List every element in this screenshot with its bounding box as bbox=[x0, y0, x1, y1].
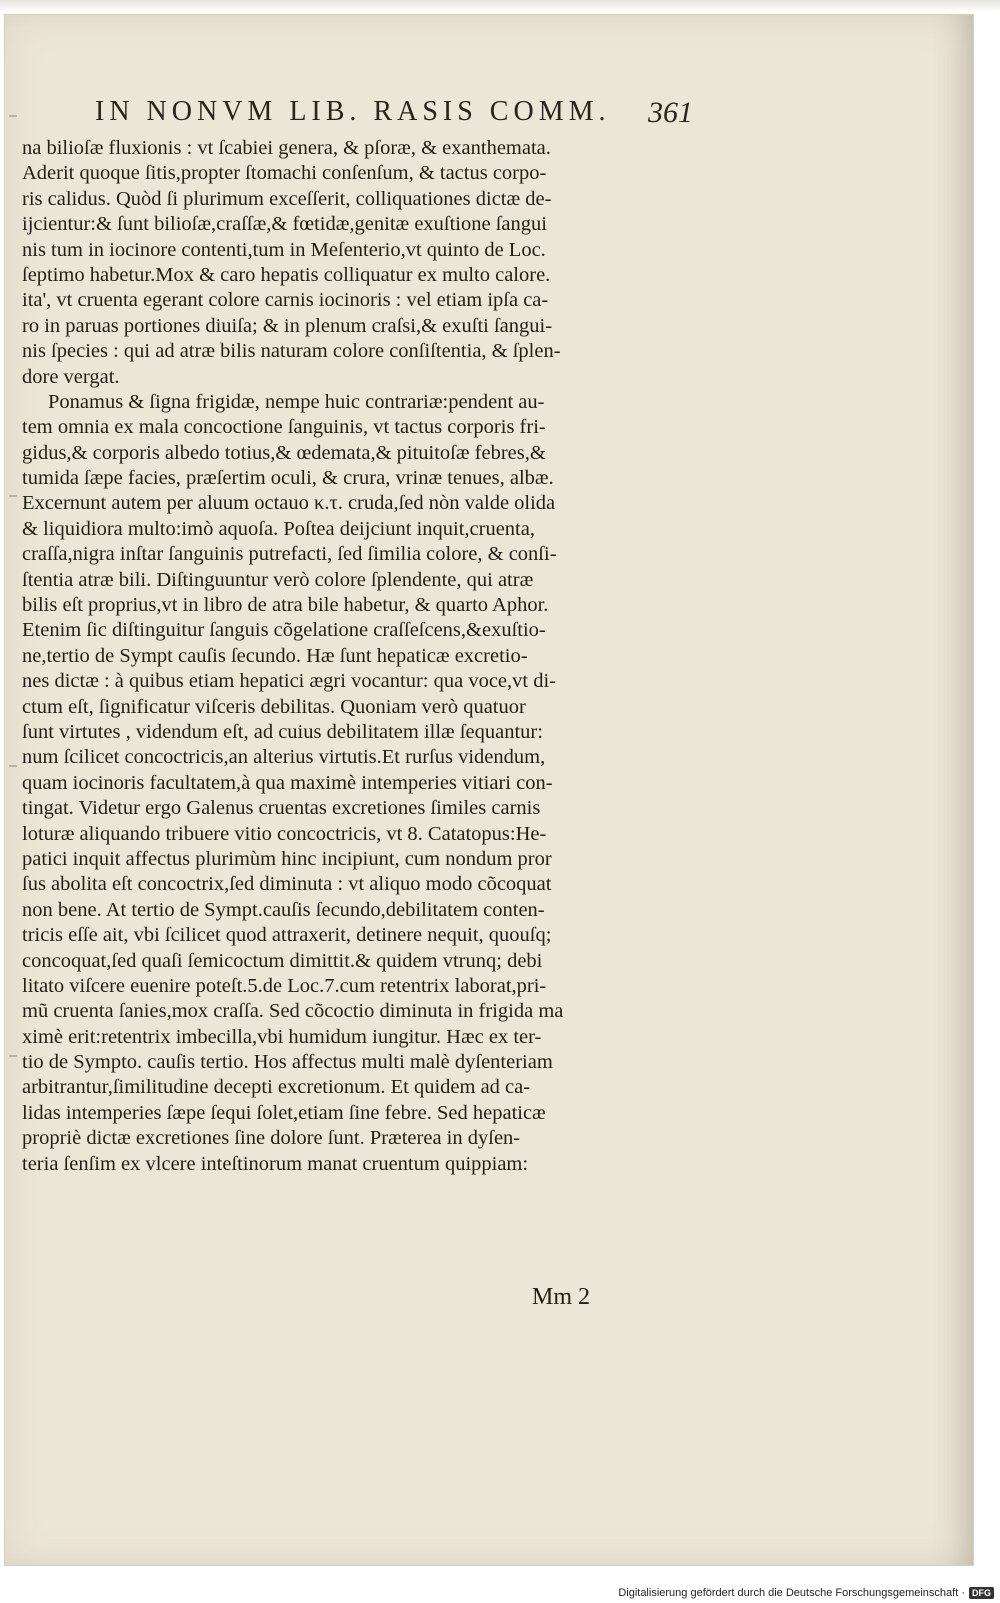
text-line: ita', vt cruenta egerant colore carnis iocinoris : vel etiam ipſa ca- bbox=[22, 289, 549, 312]
text-line: Aderit quoque ſitis,propter ſtomachi conſenſum, & tactus corpo- bbox=[22, 162, 547, 185]
text-line: ctum eſt, ſignificatur viſceris debilitas. Quoniam verò quatuor bbox=[22, 695, 526, 718]
text-line: lidas intemperies ſæpe ſequi ſolet,etiam ſine febre. Sed hepaticæ bbox=[22, 1101, 546, 1124]
text-line: dore vergat. bbox=[22, 365, 120, 388]
text-line: patici inquit affectus plurimùm hinc incipiunt, cum nondum pror bbox=[22, 847, 552, 870]
text-line: litato viſcere euenire poteſt.5.de Loc.7.cum retentrix laborat,pri- bbox=[22, 974, 547, 997]
digitization-footer bbox=[618, 1587, 994, 1599]
text-line: Ponamus & ſigna frigidæ, nempe huic contrariæ:pendent au- bbox=[48, 390, 545, 413]
text-line: craſſa,nigra inſtar ſanguinis putrefacti, ſed ſimilia colore, & conſi- bbox=[22, 543, 557, 566]
text-line: na bilioſæ fluxionis : vt ſcabiei genera, & pſoræ, & exanthemata. bbox=[22, 137, 551, 159]
text-line: tio de Sympto. cauſis tertio. Hos affectus multi malè dyſenteriam bbox=[22, 1051, 553, 1074]
running-head: IN NONVM LIB. RASIS COMM. bbox=[95, 96, 611, 127]
gutter-marks bbox=[9, 75, 23, 1475]
dfg-logo-icon: DFG bbox=[969, 1587, 994, 1599]
text-line: ſeptimo habetur.Mox & caro hepatis colliquatur ex multo calore. bbox=[22, 263, 551, 286]
text-line: ſus abolita eſt concoctrix,ſed diminuta : vt aliquo modo cõcoquat bbox=[22, 873, 552, 896]
text-line: tingat. Videtur ergo Galenus cruentas excretiones ſimiles carnis bbox=[22, 797, 541, 820]
scan-edge bbox=[0, 0, 1000, 12]
text-line: num ſcilicet concoctricis,an alterius virtutis.Et rurſus videndum, bbox=[22, 746, 546, 769]
text-line: teria ſenſim ex vlcere inteſtinorum manat cruentum quippiam: bbox=[22, 1152, 529, 1175]
text-line: Excernunt autem per aluum octauo κ.τ. cruda,ſed nòn valde olida bbox=[22, 492, 556, 515]
text-line: ximè erit:retentrix imbecilla,vbi humidum iungitur. Hæc ex ter- bbox=[22, 1025, 542, 1048]
page-number: 361 bbox=[648, 96, 693, 129]
text-line: ſtentia atræ bili. Diſtinguuntur verò colore ſplendente, qui atræ bbox=[22, 568, 534, 591]
text-line: & liquidiora multo:imò aquoſa. Poſtea deijciunt inquit,cruenta, bbox=[22, 517, 535, 540]
text-line: Etenim ſic diſtinguitur ſanguis cõgelatione craſſeſcens,&exuſtio- bbox=[22, 619, 546, 642]
text-line: concoquat,ſed quaſi ſemicoctum dimittit.& quidem vtrunq; debi bbox=[22, 949, 543, 972]
text-line: mũ cruenta ſanies,mox craſſa. Sed cõcoctio diminuta in frigida ma bbox=[22, 1000, 564, 1023]
text-line: ijcientur:& ſunt bilioſæ,craſſæ,& fœtidæ,genitæ exuſtione ſangui bbox=[22, 213, 547, 236]
text-line: nis tum in iocinore contenti,tum in Meſenterio,vt quinto de Loc. bbox=[22, 238, 546, 261]
text-line: ris calidus. Quòd ſi plurimum exceſſerit, colliquationes dictæ de- bbox=[22, 187, 552, 210]
text-line: ne,tertio de Sympt cauſis ſecundo. Hæ ſunt hepaticæ excretio- bbox=[22, 644, 528, 667]
text-line: gidus,& corporis albedo totius,& œdemata,& pituitoſæ febres,& bbox=[22, 441, 546, 464]
text-line: ro in paruas portiones diuiſa; & in plenum craſsi,& exuſti ſangui- bbox=[22, 314, 553, 337]
text-line: tem omnia ex mala concoctione ſanguinis, vt tactus corporis fri- bbox=[22, 416, 546, 439]
body-text bbox=[22, 136, 712, 1177]
text-line: arbitrantur,ſimilitudine decepti excretionum. Et quidem ad ca- bbox=[22, 1076, 531, 1099]
text-line: tumida ſæpe facies, præſertim oculi, & crura, vrinæ tenues, albæ. bbox=[22, 467, 554, 490]
text-line: nes dictæ : à quibus etiam hepatici ægri vocantur: qua voce,vt di- bbox=[22, 670, 557, 693]
text-line: nis ſpecies : qui ad atræ bilis naturam colore conſiſtentia, & ſplen- bbox=[22, 340, 561, 363]
text-line: ſunt virtutes , videndum eſt, ad cuius debilitatem illæ ſequantur: bbox=[22, 720, 543, 743]
footer-credit: Digitalisierung gefördert durch die Deutsche Forschungsgemeinschaft · bbox=[618, 1587, 965, 1599]
text-line: non bene. At tertio de Sympt.cauſis ſecundo,debilitatem conten- bbox=[22, 898, 545, 921]
text-line: quam iocinoris facultatem,à qua maximè intemperies vitiari con- bbox=[22, 771, 553, 794]
text-line: loturæ aliquando tribuere vitio concoctricis, vt 8. Catatopus:He- bbox=[22, 822, 547, 845]
text-line: propriè dictæ excretiones ſine dolore ſunt. Præterea in dyſen- bbox=[22, 1127, 521, 1150]
signature-mark: Mm 2 bbox=[532, 1284, 591, 1310]
text-line: bilis eſt proprius,vt in libro de atra bile habetur, & quarto Aphor. bbox=[22, 594, 549, 617]
text-line: tricis eſſe ait, vbi ſcilicet quod attraxerit, detinere nequit, quouſq; bbox=[22, 924, 552, 947]
